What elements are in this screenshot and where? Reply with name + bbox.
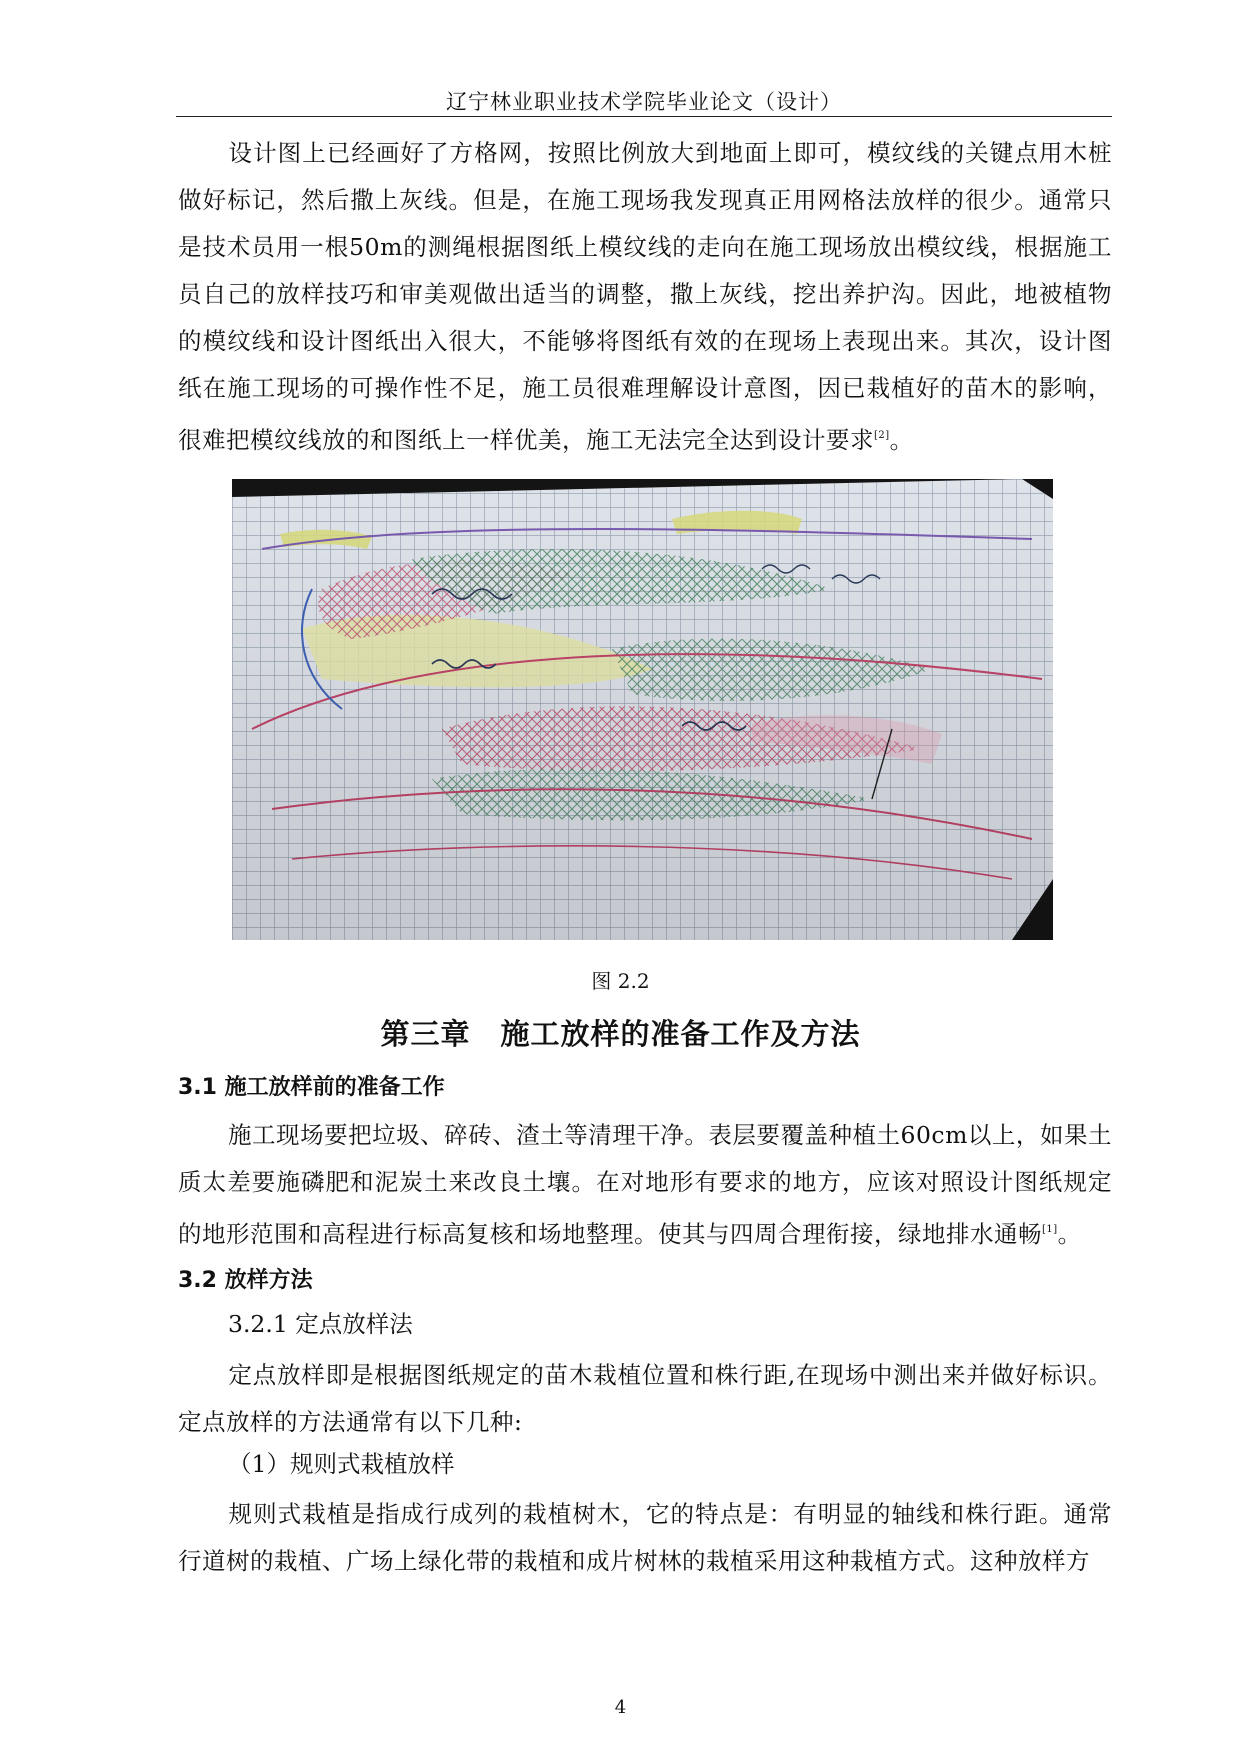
paragraph-grid-method: 设计图上已经画好了方格网，按照比例放大到地面上即可，模纹线的关键点用木桩做好标记，然后撒上灰线。但是，在施工现场我发现真正用网格法放样的很少。通常只是技术员用一根50m的测绳根据图纸上模纹线的走向在施工现场放出模纹线，根据施工员自己的放样技巧和审美观做出适当的调整，撒上灰线，挖出养护沟。因此，地被植物的模纹线和设计图纸出入很大，不能够将图纸有效的在现场上表现出来。其次，设计图纸在施工现场的可操作性不足，施工员很难理解设计意图，因已栽植好的苗木的影响，很难把模纹线放的和图纸上一样优美，施工无法完全达到设计要求[2]。: [178, 139, 1112, 454]
paragraph-site-preparation: 施工现场要把垃圾、碎砖、渣土等清理干净。表层要覆盖种植土60cm以上，如果土质太差要施磷肥和泥炭土来改良土壤。在对地形有要求的地方，应该对照设计图纸规定的地形范围和高程进行标高复核和场地整理。使其与四周合理衔接，绿地排水通畅[1]。: [178, 1121, 1112, 1248]
paragraph-text: 设计图上已经画好了方格网，按照比例放大到地面上即可，模纹线的关键点用木桩做好标记，然后撒上灰线。但是，在施工现场我发现真正用网格法放样的很少。通常只是技术员用一根50m的测绳根据图纸上模纹线的走向在施工现场放出模纹线，根据施工员自己的放样技巧和审美观做出适当的调整，撒上灰线，挖出养护沟。因此，地被植物的模纹线和设计图纸出入很大，不能够将图纸有效的在现场上表现出来。其次，设计图纸在施工现场的可操作性不足，施工员很难理解设计意图，因已栽植好的苗木的影响，很难把模纹线放的和图纸上一样优美，施工无法完全达到设计要求: [178, 139, 1112, 454]
paragraph-text: 规则式栽植是指成行成列的栽植树木，它的特点是：有明显的轴线和株行距。通常行道树的栽植、广场上绿化带的栽植和成片树林的栽植采用这种栽植方式。这种放样方: [178, 1500, 1112, 1575]
page-number: 4: [614, 1697, 627, 1718]
paragraph-regular-planting: [178, 1491, 1112, 1585]
figure-grid-plan-photo: [232, 479, 1053, 940]
section-title-3-2: 3.2 放样方法: [178, 1268, 313, 1293]
section-title-3-1: 3.1 施工放样前的准备工作: [178, 1075, 445, 1100]
list-item-1-title: （1）规则式栽植放样: [228, 1450, 455, 1478]
paragraph-fixed-point-method: [178, 1352, 1112, 1446]
citation-ref: [2]: [874, 430, 890, 441]
citation-ref: [1]: [1042, 1224, 1058, 1235]
paragraph-text: 定点放样即是根据图纸规定的苗木栽植位置和株行距,在现场中测出来并做好标识。定点放样的方法通常有以下几种:: [178, 1361, 1112, 1436]
figure-caption: 图 2.2: [591, 969, 650, 993]
page-header: 辽宁林业职业技术学院毕业论文（设计）: [176, 86, 1112, 117]
chapter-title: 第三章 施工放样的准备工作及方法: [380, 1017, 861, 1051]
paragraph-text: 施工现场要把垃圾、碎砖、渣土等清理干净。表层要覆盖种植土60cm以上，如果土质太差要施磷肥和泥炭土来改良土壤。在对地形有要求的地方，应该对照设计图纸规定的地形范围和高程进行标高复核和场地整理。使其与四周合理衔接，绿地排水通畅: [178, 1121, 1112, 1248]
subsection-title-3-2-1: 3.2.1 定点放样法: [228, 1310, 413, 1338]
